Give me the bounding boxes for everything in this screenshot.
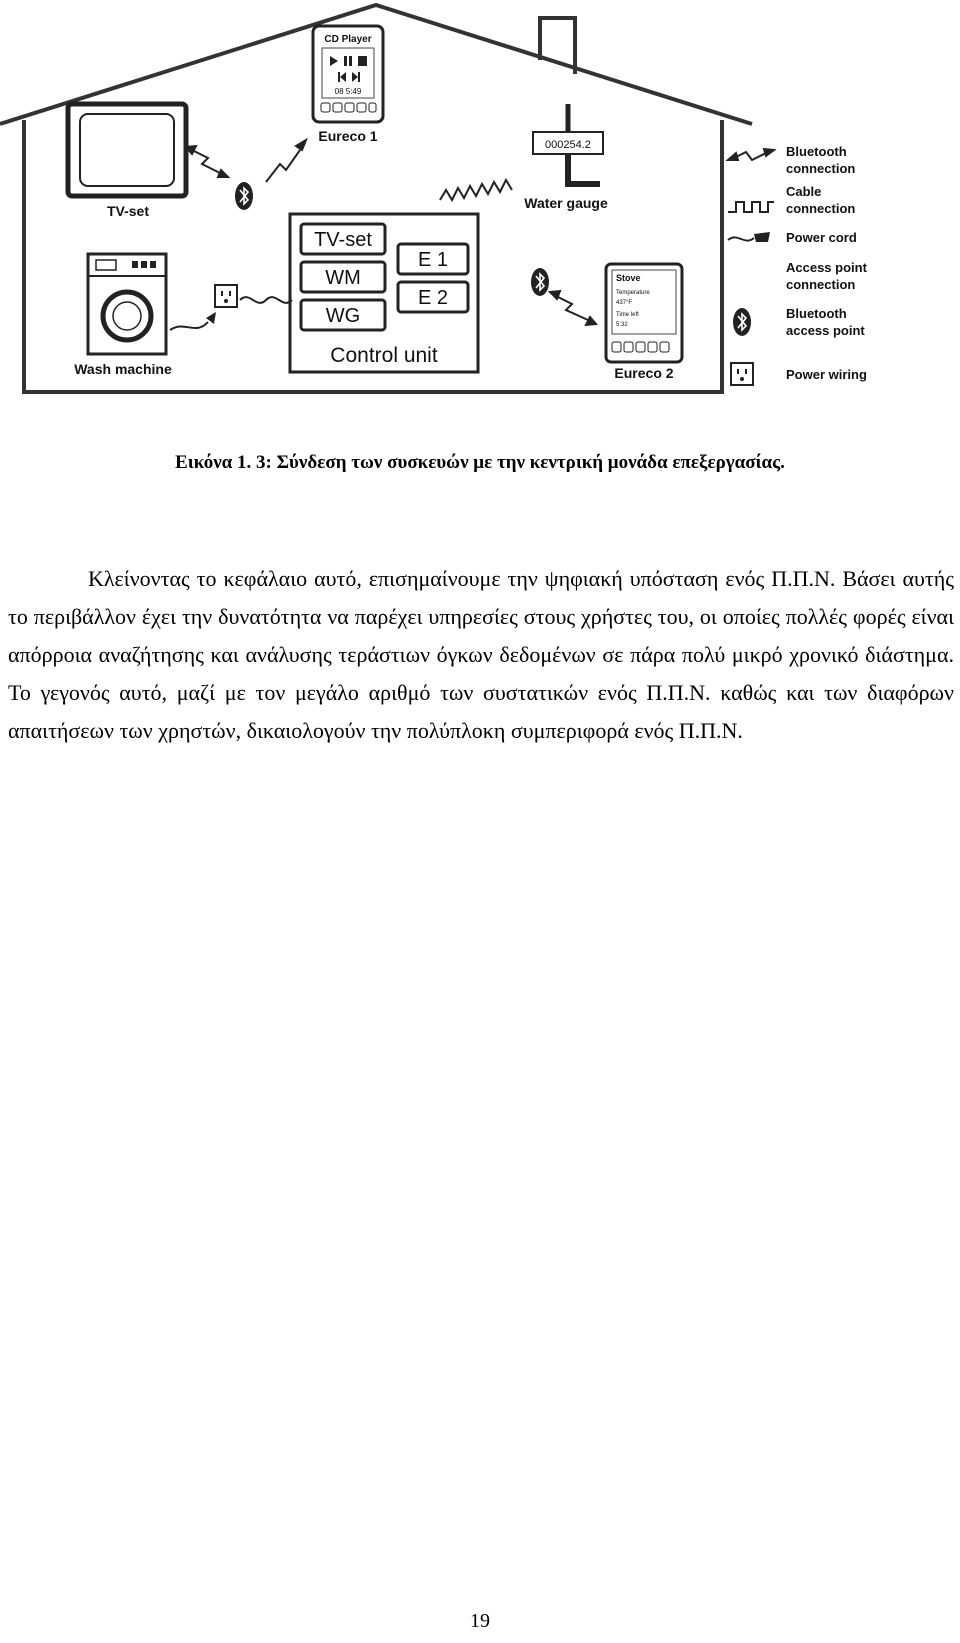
control-unit: [290, 214, 478, 372]
control-button-tv-set: TV-set: [314, 229, 372, 251]
eureco2-label: Eureco 2: [614, 365, 674, 381]
water-gauge-device: [524, 104, 608, 211]
legend-label: connection: [786, 277, 856, 292]
cable-connection-to-water-gauge: [440, 180, 512, 200]
legend-label: access point: [786, 323, 865, 338]
cd-player-display: 08 5:49: [334, 87, 362, 96]
eureco1-label: Eureco 1: [318, 128, 378, 144]
legend-label: connection: [786, 161, 856, 176]
power-cord-icon: [728, 232, 770, 242]
bluetooth-access-point-icon: [733, 308, 751, 336]
legend-label: Cable: [786, 184, 822, 199]
water-gauge-label: Water gauge: [524, 195, 608, 211]
legend-power-cord: [728, 230, 857, 245]
control-unit-label: Control unit: [330, 344, 438, 367]
legend-cable-connection: [728, 184, 855, 216]
stove-line-time-left: Time left: [616, 312, 639, 318]
legend-power-wiring: [731, 363, 867, 385]
page-number: 19: [470, 1610, 490, 1632]
wash-machine-label: Wash machine: [74, 361, 172, 377]
legend-label: Bluetooth: [786, 306, 847, 321]
legend-access-point-connection: [728, 260, 868, 292]
legend-label: Power cord: [786, 230, 857, 245]
bluetooth-access-point-icon-2: [531, 268, 549, 296]
stove-panel-device: [606, 264, 682, 381]
water-gauge-reading: 000254.2: [545, 139, 591, 151]
legend-bluetooth-connection: [728, 144, 855, 176]
body-paragraph: [8, 560, 954, 750]
control-button-wm: WM: [325, 267, 361, 289]
cd-player-device: [313, 26, 383, 144]
bluetooth-access-point-icon: [235, 182, 253, 210]
control-button-wg: WG: [325, 305, 361, 327]
washing-machine-device: [74, 254, 172, 377]
control-slot-e2: E 2: [417, 287, 449, 309]
stove-title: Stove: [616, 273, 641, 283]
cable-connection-icon: [728, 202, 774, 212]
bluetooth-link-stove: [550, 291, 596, 325]
stove-line-temp-value: 437°F: [616, 300, 633, 306]
power-wiring-to-control-unit: [240, 297, 292, 303]
stove-line-time-value: 5:32: [616, 322, 628, 328]
figure-caption: Εικόνα 1. 3: Σύνδεση των συσκευών με την κεντρική μονάδα επεξεργασίας.: [175, 452, 785, 473]
tv-set-device: [68, 104, 186, 219]
power-wiring-icon: [731, 363, 753, 385]
legend-label: Access point: [786, 260, 867, 275]
bluetooth-link-cd: [266, 140, 306, 182]
power-outlet-icon: [215, 285, 237, 307]
legend-bluetooth-access-point: [733, 306, 865, 338]
bluetooth-connection-icon: [728, 149, 774, 160]
body-paragraph-text: Κλείνοντας το κεφάλαιο αυτό, επισημαίνουμε την ψηφιακή υπόσταση ενός Π.Π.Ν. Βάσει αυτής το περιβάλλον έχει την δυνατότητα να παρέχει υπηρεσίες στους χρήστες του, οι οποίες πολλές φορές είναι απόρροια αναζήτησης και ανάλυσης τεράστιων όγκων δεδομένων σε πάρα πολύ μικρό χρονικό διάστημα. Το γεγονός αυτό, μαζί με τον μεγάλο αριθμό των συστατικών ενός Π.Π.Ν. καθώς και των διαφόρων απαιτήσεων των χρηστών, δικαιολογούν την πολύπλοκη συμπεριφορά ενός Π.Π.Ν.: [8, 566, 954, 743]
legend-label: Power wiring: [786, 367, 867, 382]
access-point-connection-icon: [728, 276, 772, 281]
cd-player-title: CD Player: [324, 34, 372, 45]
power-cord-wash-machine: [170, 312, 216, 330]
stove-line-temperature: Temperature: [616, 290, 650, 296]
legend-label: connection: [786, 201, 856, 216]
bluetooth-link-tv: [186, 146, 228, 177]
tv-set-label: TV-set: [106, 203, 150, 219]
legend: [728, 144, 868, 385]
control-slot-e1: E 1: [417, 249, 449, 271]
legend-label: Bluetooth: [786, 144, 847, 159]
home-network-diagram: [0, 0, 960, 430]
